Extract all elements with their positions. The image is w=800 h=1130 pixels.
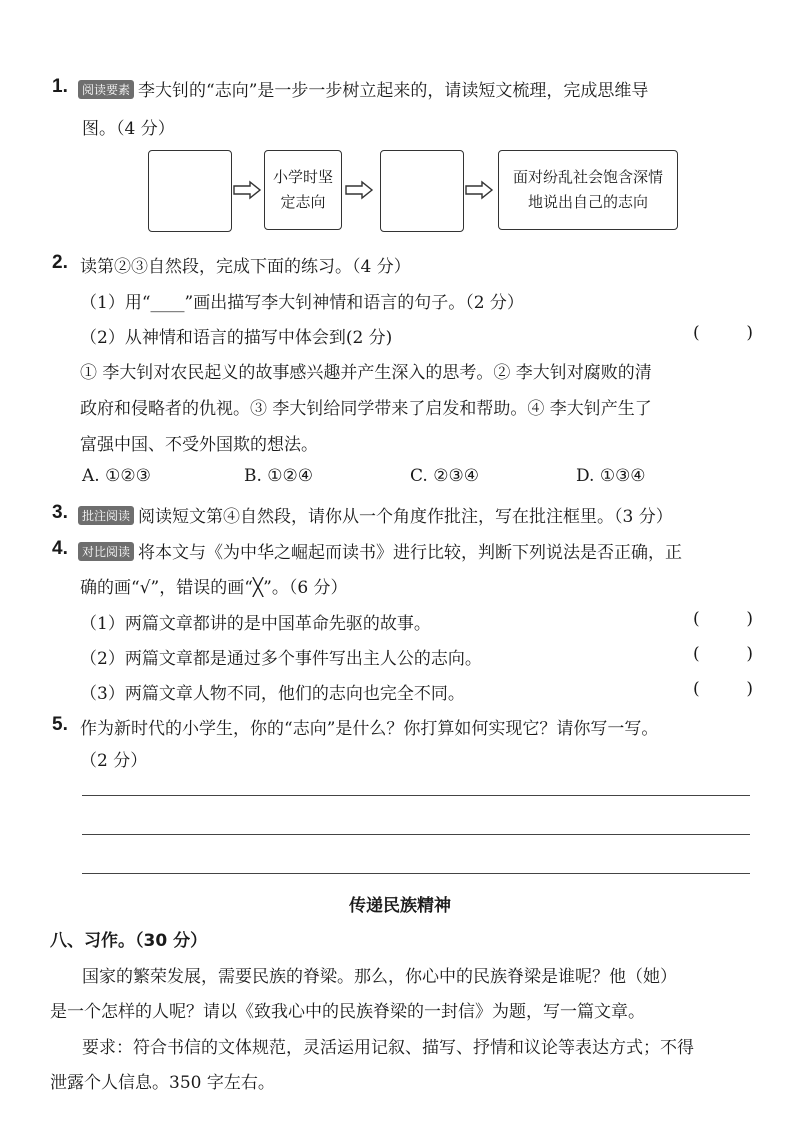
mindmap-box-1-blank[interactable]	[148, 150, 232, 232]
paren-close: )	[746, 644, 753, 664]
q5-number: 5.	[52, 714, 68, 735]
q4-prompt-line2: 确的画“√”，错误的画“╳”。（6 分）	[80, 578, 348, 598]
q3-text: 阅读短文第④自然段，请你从一个角度作批注，写在批注框里。（3 分）	[138, 507, 673, 527]
q2-options-line2: 政府和侵略者的仇视。③ 李大钊给同学带来了启发和帮助。④ 李大钊产生了	[80, 399, 652, 419]
answer-line-3[interactable]	[82, 873, 750, 874]
q4-tag: 对比阅读	[78, 542, 134, 561]
paren-open: (	[693, 644, 700, 664]
arrow-right-icon	[344, 180, 374, 200]
arrow-right-icon	[464, 180, 494, 200]
q4-number: 4.	[52, 538, 68, 559]
q2-choice-d[interactable]: D. ①③④	[576, 466, 646, 486]
q4-item-3: （3）两篇文章人物不同，他们的志向也完全不同。	[80, 684, 465, 704]
q2-options-line3: 富强中国、不受外国欺的想法。	[80, 435, 318, 455]
q2-number: 2.	[52, 252, 68, 273]
paren-close: )	[746, 609, 753, 629]
paren-open: (	[693, 679, 700, 699]
q5-prompt-line1: 作为新时代的小学生，你的“志向”是什么？你打算如何实现它？请你写一写。	[80, 719, 659, 739]
paren-open: (	[693, 609, 700, 629]
q1-prompt-line2: 图。（4 分）	[82, 119, 175, 139]
arrow-right-icon	[232, 180, 262, 200]
q4-item-2: （2）两篇文章都是通过多个事件写出主人公的志向。	[80, 649, 482, 669]
q1-prompt-line1	[78, 76, 648, 101]
q3-tag: 批注阅读	[78, 506, 134, 525]
q1-number: 1.	[52, 76, 68, 97]
q2-choice-b[interactable]: B. ①②④	[244, 466, 314, 486]
q4-item-1-answer-blank[interactable]	[693, 609, 753, 629]
q2-choice-a[interactable]: A. ①②③	[82, 466, 151, 486]
q2-sub1: （1）用“____”画出描写李大钊神情和语言的句子。（2 分）	[80, 293, 524, 313]
q2-answer-blank[interactable]	[693, 323, 753, 343]
q4-prompt-line1	[78, 538, 682, 563]
mindmap-box-4: 面对纷乱社会饱含深情地说出自己的志向	[498, 150, 678, 230]
q4-item-1: （1）两篇文章都讲的是中国革命先驱的故事。	[80, 614, 431, 634]
q2-title: 读第②③自然段，完成下面的练习。（4 分）	[80, 257, 411, 277]
answer-line-2[interactable]	[82, 834, 750, 835]
paren-close: )	[746, 323, 753, 343]
paren-open: (	[693, 323, 700, 343]
q4-text: 将本文与《为中华之崛起而读书》进行比较，判断下列说法是否正确，正	[138, 543, 683, 563]
mindmap-box-2: 小学时坚定志向	[264, 150, 342, 230]
essay-prompt-line2: 是一个怎样的人呢？请以《致我心中的民族脊梁的一封信》为题，写一篇文章。	[50, 1002, 645, 1022]
paren-close: )	[746, 679, 753, 699]
q4-item-3-answer-blank[interactable]	[693, 679, 753, 699]
section-title: 传递民族精神	[349, 896, 451, 916]
essay-prompt-line1: 国家的繁荣发展，需要民族的脊梁。那么，你心中的民族脊梁是谁呢？他（她）	[82, 967, 677, 987]
q2-sub2: （2）从神情和语言的描写中体会到(2 分)	[80, 328, 393, 348]
answer-line-1[interactable]	[82, 795, 750, 796]
q5-prompt-line2: （2 分）	[80, 751, 148, 771]
q1-text: 李大钊的“志向”是一步一步树立起来的，请读短文梳理，完成思维导	[138, 81, 649, 101]
q3-number: 3.	[52, 502, 68, 523]
q1-tag: 阅读要素	[78, 80, 134, 99]
section-heading: 八、习作。（30 分）	[50, 931, 208, 951]
essay-requirement-line2: 泄露个人信息。350 字左右。	[50, 1073, 275, 1093]
q3-prompt	[78, 502, 673, 527]
q2-options-line1: ① 李大钊对农民起义的故事感兴趣并产生深入的思考。② 李大钊对腐败的清	[80, 363, 652, 383]
q2-choice-c[interactable]: C. ②③④	[410, 466, 479, 486]
essay-requirement-line1: 要求：符合书信的文体规范，灵活运用记叙、描写、抒情和议论等表达方式；不得	[82, 1038, 694, 1058]
q4-item-2-answer-blank[interactable]	[693, 644, 753, 664]
mindmap-box-3-blank[interactable]	[380, 150, 464, 232]
